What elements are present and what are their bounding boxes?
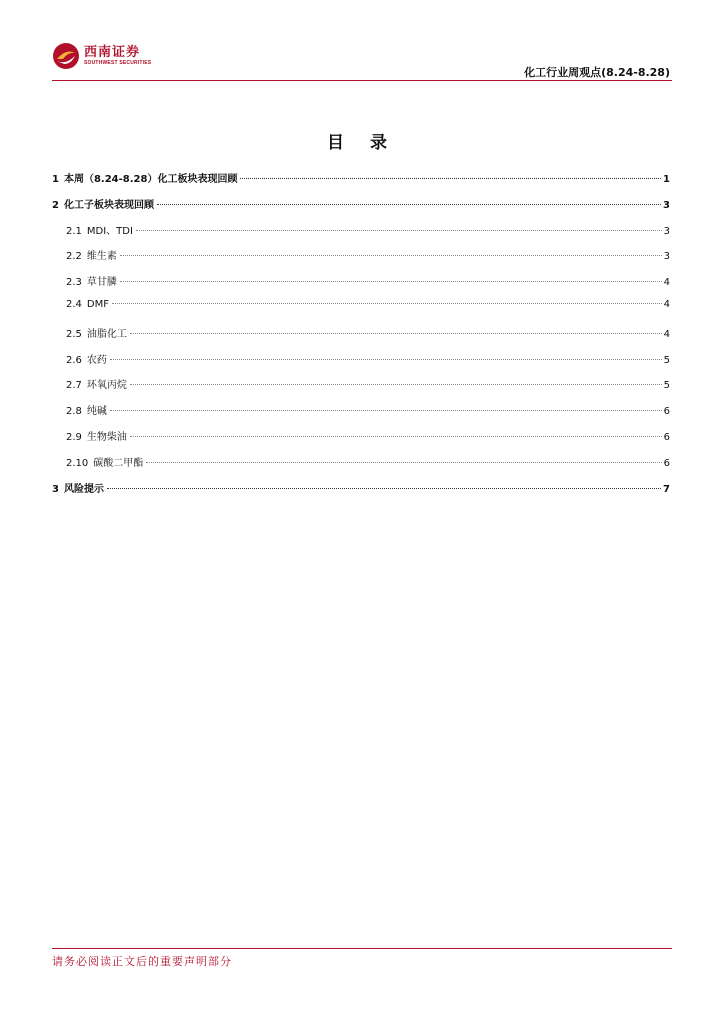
- toc-title: 目 录: [327, 133, 397, 153]
- toc-entry-number: 2.1: [66, 225, 82, 237]
- toc-entry-text: 草甘膦: [86, 277, 117, 289]
- logo-chinese-name: 西南证券: [84, 45, 141, 60]
- toc-entry-text: 纯碱: [86, 406, 107, 418]
- toc-entry-text: 油脂化工: [86, 328, 127, 340]
- toc-dot-leader: [112, 303, 662, 304]
- toc-entry-text: 碳酸二甲酯: [93, 457, 144, 469]
- toc-entry-page: 7: [663, 483, 670, 495]
- toc-dot-leader: [130, 384, 662, 385]
- toc-entry-2-10[interactable]: [52, 454, 670, 480]
- toc-entry-number: 2.6: [66, 354, 82, 366]
- toc-dot-leader: [120, 281, 662, 282]
- toc-entry-1[interactable]: [52, 170, 670, 196]
- toc-dot-leader: [110, 410, 662, 411]
- toc-entry-2-4[interactable]: [52, 299, 670, 325]
- toc-entry-2-7[interactable]: [52, 376, 670, 402]
- toc-entry-2-6[interactable]: [52, 351, 670, 377]
- toc-entry-3[interactable]: [52, 480, 670, 506]
- toc-dot-leader: [146, 462, 661, 463]
- toc-entry-number: 2.10: [66, 457, 89, 469]
- report-title: 化工行业周观点(8.24-8.28): [524, 66, 670, 79]
- toc-dot-leader: [110, 359, 662, 360]
- toc-entry-2-9[interactable]: [52, 428, 670, 454]
- toc-entry-page: 5: [663, 380, 670, 392]
- toc-dot-leader: [240, 178, 661, 179]
- toc-entry-text: 维生素: [86, 251, 117, 263]
- toc-entry-2-5[interactable]: [52, 325, 670, 351]
- toc-entry-text: 生物柴油: [86, 431, 127, 443]
- logo-english-name: SOUTHWEST SECURITIES: [84, 60, 152, 66]
- toc-dot-leader: [136, 230, 662, 231]
- toc-entry-page: 6: [663, 431, 670, 443]
- toc-entry-text: 本周（8.24-8.28）化工板块表现回顾: [63, 174, 238, 185]
- toc-entry-text: DMF: [86, 298, 109, 310]
- toc-entry-page: 4: [663, 277, 670, 289]
- toc-entry-text: 环氧丙烷: [86, 380, 127, 392]
- toc-entry-number: 2.5: [66, 328, 82, 340]
- toc-entry-page: 1: [663, 174, 670, 185]
- toc-dot-leader: [130, 333, 662, 334]
- toc-entry-text: 风险提示: [63, 483, 104, 495]
- toc-entry-number: 3: [52, 483, 59, 495]
- toc-dot-leader: [157, 204, 661, 205]
- toc-entry-number: 2.3: [66, 277, 82, 289]
- toc-entry-2-3[interactable]: [52, 273, 670, 299]
- toc-entry-text: MDI、TDI: [86, 225, 133, 237]
- toc-dot-leader: [107, 488, 661, 489]
- toc-entry-page: 6: [663, 457, 670, 469]
- toc-entry-page: 3: [663, 225, 670, 237]
- toc-dot-leader: [130, 436, 662, 437]
- toc-entry-page: 5: [663, 354, 670, 366]
- toc-entry-page: 6: [663, 406, 670, 418]
- toc-entry-2[interactable]: [52, 196, 670, 222]
- toc-entry-number: 2.7: [66, 380, 82, 392]
- toc-entry-2-8[interactable]: [52, 402, 670, 428]
- toc-entry-number: 2.8: [66, 406, 82, 418]
- toc-entry-number: 1: [52, 174, 59, 185]
- header-divider: [52, 80, 672, 81]
- toc-entry-page: 3: [663, 199, 670, 211]
- company-logo: [52, 42, 151, 70]
- logo-emblem-icon: [52, 42, 80, 70]
- toc-entry-2-2[interactable]: [52, 247, 670, 273]
- toc-entry-number: 2: [52, 199, 59, 211]
- toc-entry-page: 4: [663, 328, 670, 340]
- toc-dot-leader: [120, 255, 662, 256]
- toc-entry-page: 4: [663, 298, 670, 310]
- toc-entry-page: 3: [663, 251, 670, 263]
- toc-entry-number: 2.2: [66, 251, 82, 263]
- toc-entry-number: 2.4: [66, 298, 82, 310]
- toc-entry-text: 农药: [86, 354, 107, 366]
- toc-entry-text: 化工子板块表现回顾: [63, 199, 154, 211]
- footer-divider: [52, 948, 672, 949]
- table-of-contents: [52, 170, 670, 505]
- toc-entry-2-1[interactable]: [52, 222, 670, 248]
- toc-entry-number: 2.9: [66, 431, 82, 443]
- footer-disclaimer: 请务必阅读正文后的重要声明部分: [52, 955, 232, 968]
